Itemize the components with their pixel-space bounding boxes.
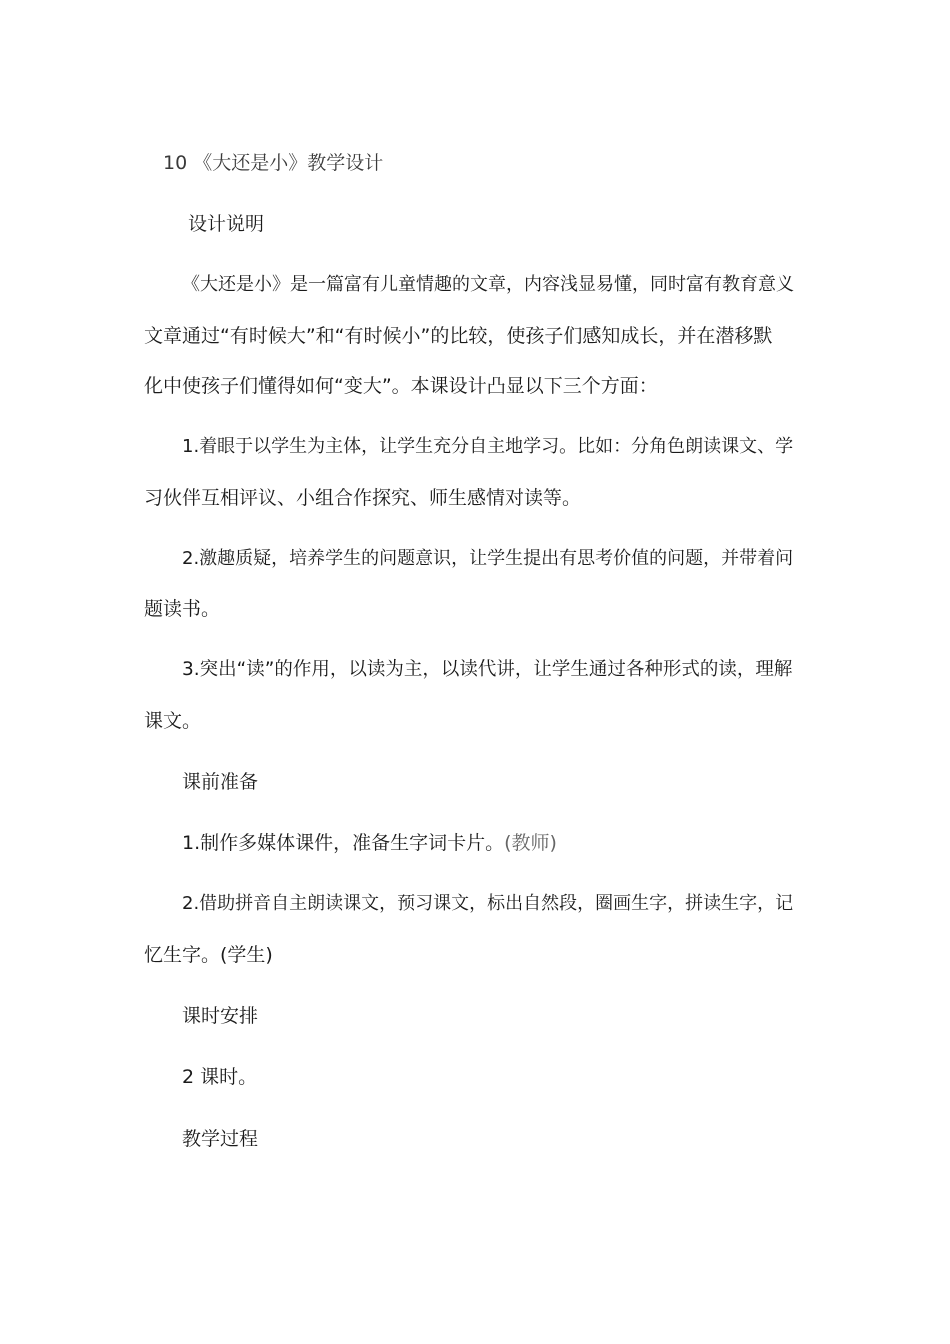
point-1-line-1: 1.着眼于以学生为主体，让学生充分自主地学习。比如：分角色朗读课文、学 [182,436,794,457]
point-3-line-2: 课文。 [144,710,202,732]
prep-item-2-line-2: 忆生字。(学生) [144,944,273,966]
prep-item-1-paren: (教师) [504,832,557,854]
point-2-line-2: 题读书。 [144,598,221,620]
intro-line-2: 文章通过“有时候大”和“有时候小”的比较，使孩子们感知成长，并在潜移默 [144,325,773,347]
design-heading: 设计说明 [188,213,265,235]
point-2-line-1: 2.激趣质疑，培养学生的问题意识，让学生提出有思考价值的问题，并带着问 [182,548,794,569]
process-heading: 教学过程 [182,1128,259,1150]
schedule-heading: 课时安排 [182,1005,259,1027]
prep-item-2-line-1: 2.借助拼音自主朗读课文，预习课文，标出自然段，圈画生字，拼读生字，记 [182,893,794,914]
intro-line-1: 《大还是小》是一篇富有儿童情趣的文章，内容浅显易懂，同时富有教育意义 [182,274,794,295]
point-1-line-2: 习伙伴互相评议、小组合作探究、师生感情对读等。 [144,487,582,509]
intro-line-3: 化中使孩子们懂得如何“变大”。本课设计凸显以下三个方面： [144,375,658,397]
schedule-text: 2 课时。 [182,1066,258,1088]
prep-item-1-text: 1.制作多媒体课件，准备生字词卡片。 [182,832,505,854]
prep-heading: 课前准备 [182,771,259,793]
document-title: 10 《大还是小》教学设计 [163,152,384,174]
prep-item-1 [182,830,557,856]
point-3-line-1: 3.突出“读”的作用，以读为主，以读代讲，让学生通过各种形式的读，理解 [182,659,793,680]
